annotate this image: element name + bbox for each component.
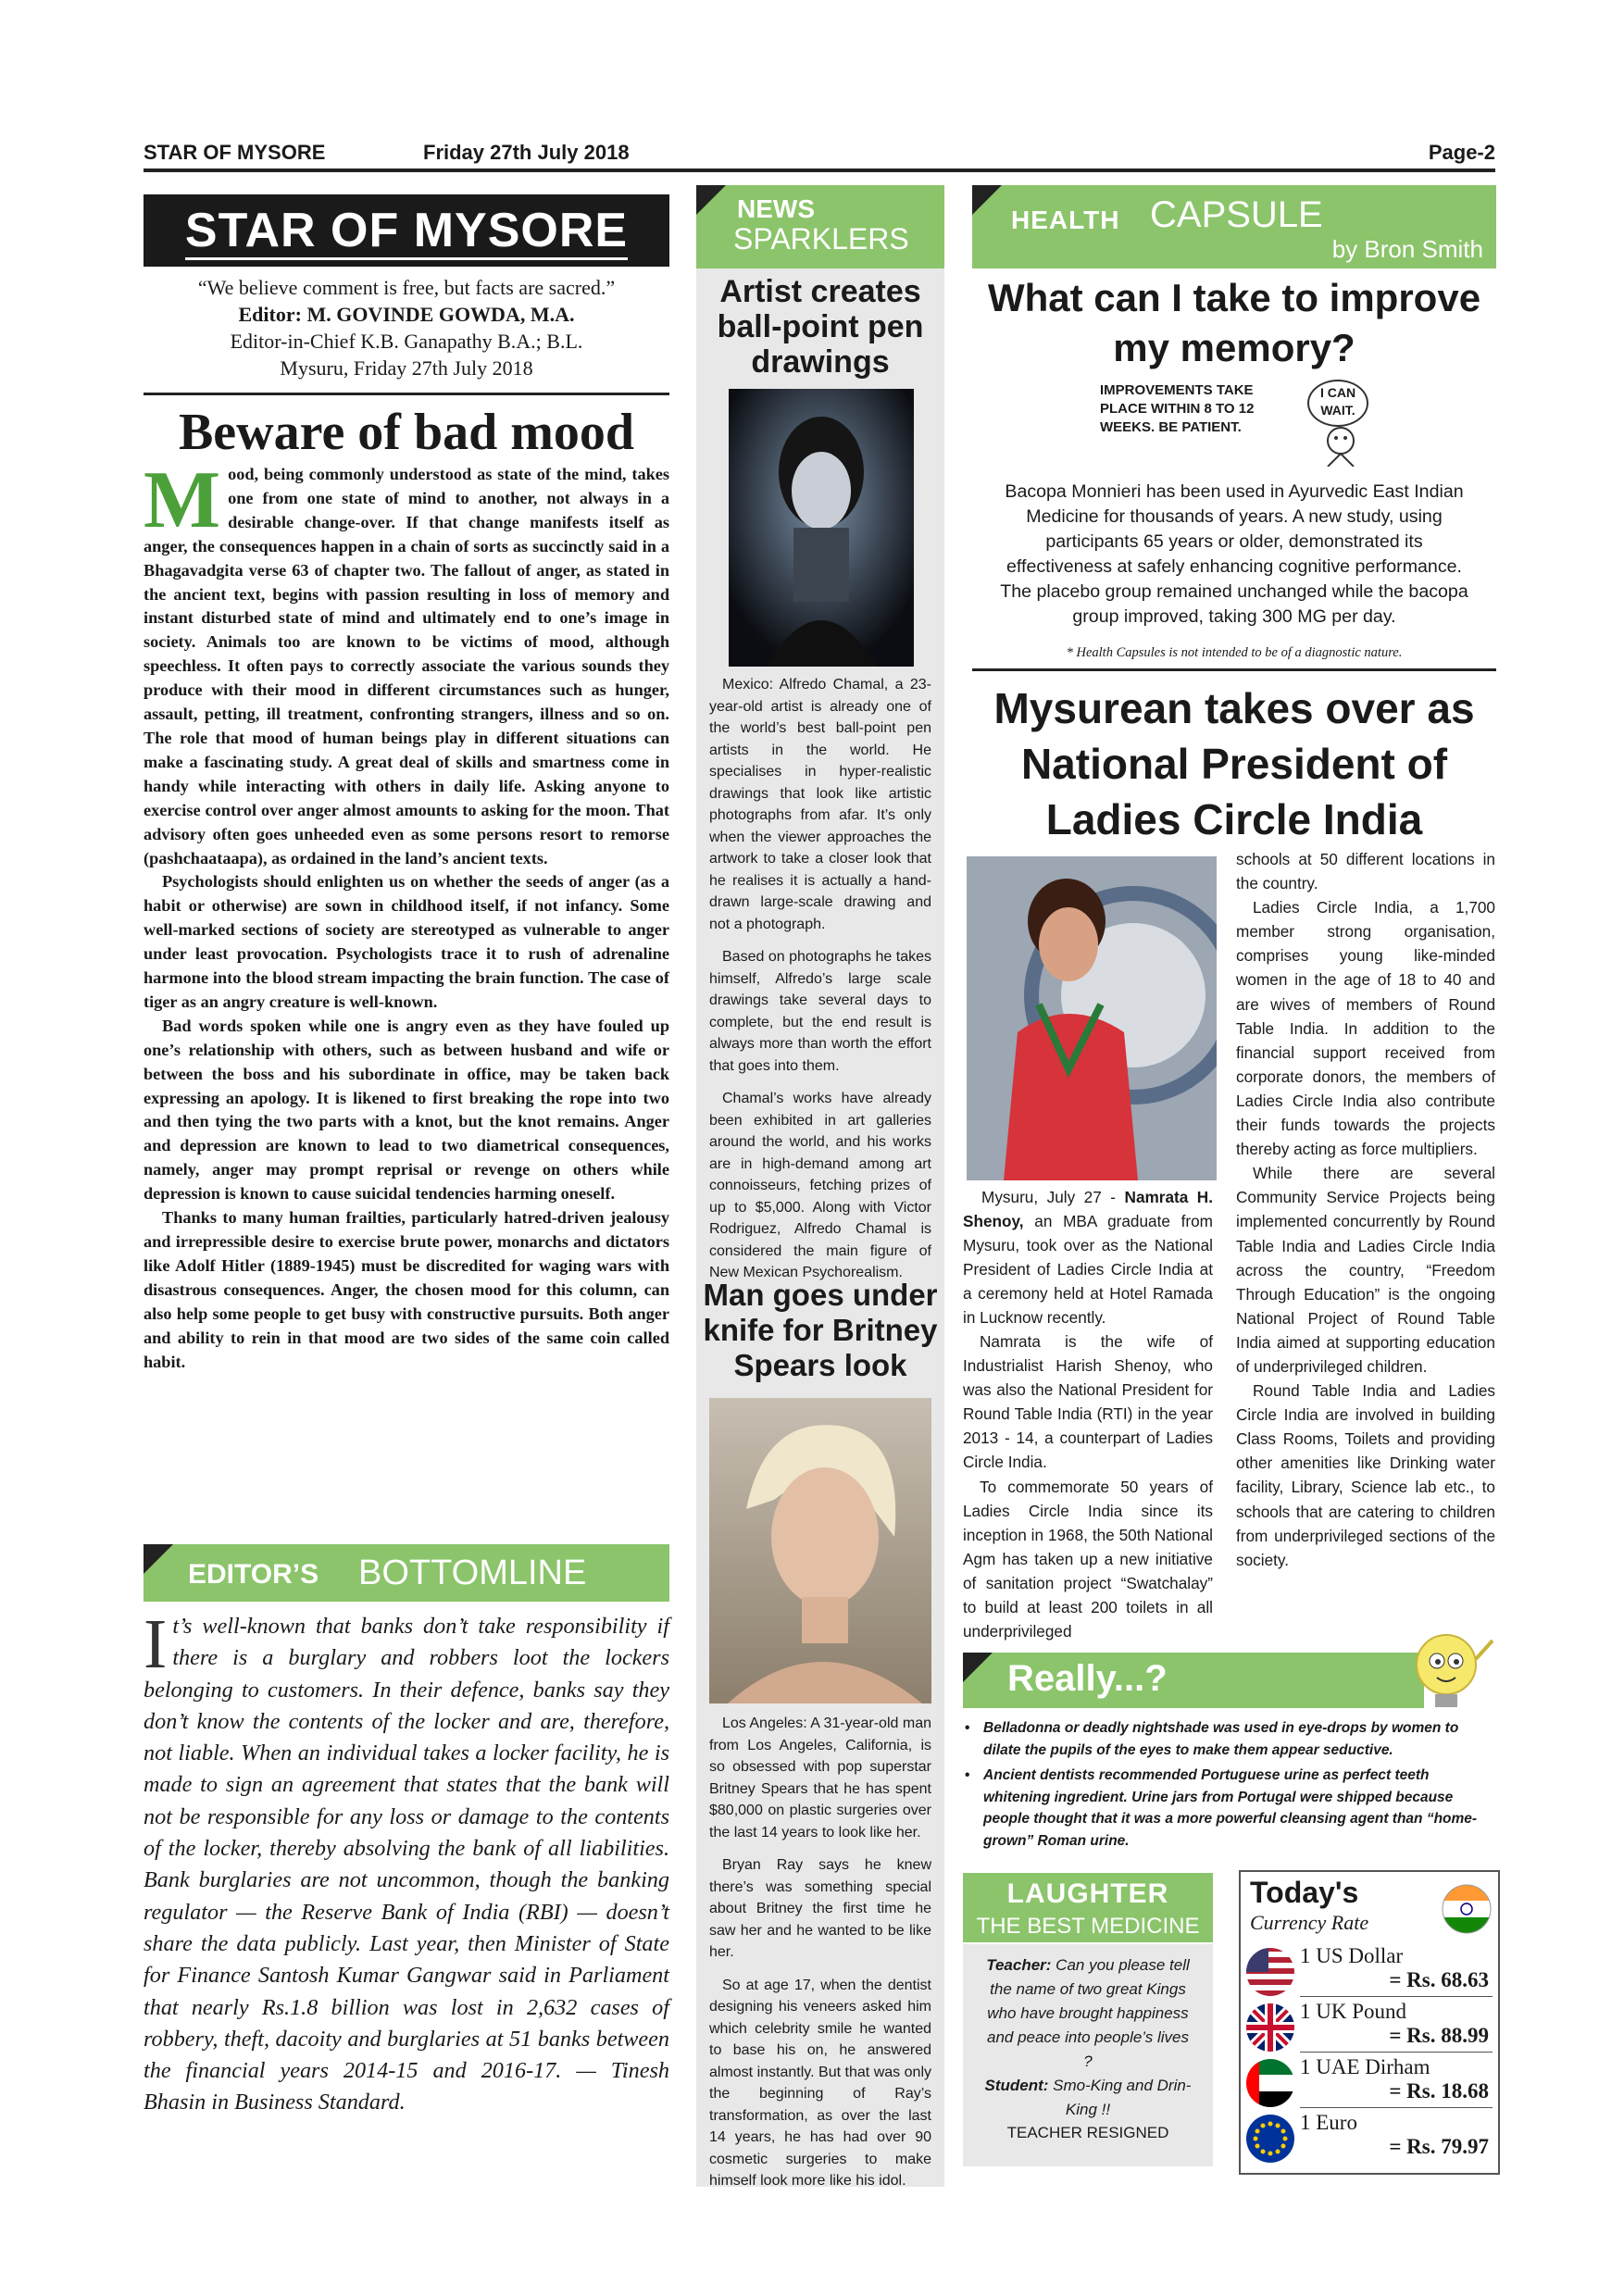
header-paper-name: STAR OF MYSORE: [144, 141, 326, 164]
masthead-chief: Editor-in-Chief K.B. Ganapathy B.A.; B.L.: [230, 330, 583, 353]
list-item: • Belladonna or deadly nightshade was used in eye-drops by women to dilate the pupils of the eyes to make them appear seductive.: [965, 1720, 1459, 1758]
editorial-paragraph: ood, being commonly understood as state of the mind, takes one from one state of mind to another, not always in a desirable change-over. If that change manifests itself as anger, the consequences happen in a chain of sorts as succinctly said in a Bhagavadgita verse 63 of chapter two. The fallout of anger, as stated in the ancient text, begins with passion resulting in loss of memory and instant disturbed state of mind and ultimately end to one’s image in society. Animals too are known to be victims of mood, although speechless. It often pays to correctly associate the various sounds they produce with their mood in different circumstances such as hunger, assault, petting, ill treatment, confronting strangers, illness and so on. The role that mood of human beings play in different situations can make a fascinating study. A great deal of skills and smartness come in handy while interacting with others in daily life. Asking anyone to exercise control over anger almost amounts to asking for the moon. That advisory often goes unheeded even as some persons resort to remorse (pashchaataapa), as ordained in the land’s ancient texts.: [144, 465, 669, 867]
bottomline-banner-a: EDITOR’S: [188, 1559, 319, 1590]
masthead-info: [144, 274, 669, 381]
health-banner-a: HEALTH: [1011, 206, 1120, 234]
bottomline-body: [144, 1605, 669, 2119]
uae-flag-icon: [1244, 2057, 1296, 2109]
currency-name: 1 US Dollar: [1300, 1944, 1404, 1967]
cartoon-text: IMPROVEMENTS TAKE PLACE WITHIN 8 TO 12 WEEKS. BE PATIENT.: [1100, 382, 1255, 435]
masthead-rule: [144, 393, 669, 395]
article-paragraph: To commemorate 50 years of Ladies Circle India since its inception in 1968, the 50th National Agm has taken up a new initiative of sanitation project “Swatchalay” to build at least 200 toilets in all underprivileged: [963, 1477, 1213, 1641]
laughter-box: [963, 1944, 1213, 2166]
us-flag-icon: [1244, 1946, 1296, 1998]
laughter-banner-b: THE BEST MEDICINE: [976, 1914, 1200, 1939]
currency-divider: [1300, 2107, 1493, 2108]
sparklers-headline-2: Man goes under knife for Britney Spears look: [703, 1278, 938, 1382]
health-banner-b: CAPSULE: [1150, 194, 1323, 235]
editorial-paragraph: Thanks to many human frailties, particularly hatred-driven jealousy and irrepressible desire to exercise brute power, monarchs and dictators like Adolf Hitler (1889-1945) must be discredited for waging wars with disastrous consequences. Anger, the chosen mood for this column, can also help some people to get busy with constructive pursuits. Both anger and ability to rein in that mood are two sides of the same coin called habit.: [144, 1208, 669, 1371]
editorial-title: Beware of bad mood: [178, 404, 635, 461]
masthead-editor: Editor: M. GOVINDE GOWDA, M.A.: [238, 303, 575, 326]
sparklers-banner-a: NEWS: [737, 194, 815, 223]
health-rule: [972, 668, 1496, 671]
header-page-number: Page-2: [1428, 141, 1495, 164]
currency-divider: [1300, 1996, 1493, 1997]
really-banner-text: Really...?: [1007, 1658, 1168, 1699]
currency-name: 1 UK Pound: [1300, 2000, 1407, 2023]
really-banner: [963, 1653, 1424, 1708]
joke-student-text: Smo-King and Drin-King !!: [1048, 2077, 1192, 2118]
list-item: • Ancient dentists recommended Portuguese urine as perfect teeth whitening ingredient. Urine jars from Portugal were shipped because people thought that it was a more powerful cleansing agent than “home-grown” Roman urine.: [965, 1767, 1478, 1849]
namrata-shenoy-photo: [967, 856, 1217, 1180]
editorial-drop-cap: M: [144, 455, 221, 545]
article-paragraph: Ladies Circle India, a 1,700 member strong organisation, comprises young like-minded women in the age of 18 to 40 and are wives of members of Round Table India. In addition to the financial support received from corporate donors, the members of Ladies Circle India also contribute their funds towards the projects thereby acting as force multipliers.: [1236, 898, 1495, 1159]
fact-text: Belladonna or deadly nightshade was used in eye-drops by women to dilate the pupils of the eyes to make them appear seductive.: [983, 1720, 1459, 1758]
health-banner: [972, 185, 1496, 268]
sparklers-article-2: [709, 1713, 931, 2203]
article-paragraph: Bryan Ray says he knew there’s was something special about Britney the first time he saw her and he wanted to be like her.: [709, 1857, 931, 1960]
health-title: What can I take to improve my memory?: [987, 276, 1481, 369]
editorial-body: [144, 455, 669, 1374]
caption-name: Namrata H. Shenoy,: [963, 1188, 1213, 1231]
article-paragraph: Mexico: Alfredo Chamal, a 23-year-old artist is already one of the world’s best ball-point pen artists in the world. He specialises in hyper-realistic drawings that look like artistic photographs from afar. It’s only when the viewer approaches the artwork to take a closer look that he realises it is actually a hand-drawn large-scale drawing and not a photograph.: [709, 677, 931, 932]
sparklers-headline-1: Artist creates ball-point pen drawings: [717, 274, 924, 380]
mysurean-caption: [963, 1185, 1213, 1330]
currency-name: 1 UAE Dirham: [1300, 2055, 1430, 2078]
cartoon-figure-icon: [1313, 424, 1368, 467]
mysurean-title: Mysurean takes over as National President of Ladies Circle India: [993, 684, 1475, 843]
health-text: Bacopa Monnieri has been used in Ayurvedic East Indian Medicine for thousands of years. A new study, using participants 65 years or older, demonstrated its effectiveness at safely enhancing cognitive performance. The placebo group remained unchanged while the bacopa group improved, taking 300 MG per day.: [1000, 481, 1468, 627]
article-paragraph: Based on photographs he takes himself, Alfredo’s large scale drawings take several days to complete, but the end result is always more than worth the effort that goes into them.: [709, 949, 931, 1074]
really-facts: [963, 1717, 1496, 1852]
header-date: Friday 27th July 2018: [423, 141, 630, 164]
joke-text: [963, 1944, 1213, 2122]
health-byline: by Bron Smith: [1331, 235, 1483, 263]
article-paragraph: While there are several Community Service Projects being implemented concurrently by Round Table India and Ladies Circle India across the country, “Freedom Through Education” is the ongoing National Project of Round Table India aimed at supporting education of underprivileged children.: [1236, 1164, 1495, 1376]
sparklers-banner: [696, 185, 944, 268]
article-paragraph: Namrata is the wife of Industrialist Harish Shenoy, who was also the National President for Round Table India (RTI) in the year 2013 - 14, a counterpart of Ladies Circle India.: [963, 1332, 1213, 1472]
masthead-motto: “We believe comment is free, but facts are sacred.”: [197, 276, 616, 299]
lightbulb-icon: [1400, 1622, 1502, 1724]
masthead-logo: STAR OF MYSORE: [144, 194, 669, 267]
caption-dateline: Mysuru, July 27 -: [981, 1188, 1125, 1206]
banner-corner: [144, 1544, 173, 1574]
fact-text: Ancient dentists recommended Portuguese urine as perfect teeth whitening ingredient. Urine jars from Portugal were shipped because people thought that it was a more powerful cleansing agent than “home-grown” Roman urine.: [983, 1767, 1478, 1849]
laughter-banner-a: LAUGHTER: [1006, 1878, 1169, 1909]
banner-corner: [972, 185, 1002, 215]
britney-lookalike-photo: [709, 1398, 931, 1703]
editorial-paragraph: Psychologists should enlighten us on whether the seeds of anger (as a habit or otherwise) are sown in childhood itself, if not infancy. Some well-marked sections of society are stereotyped as vulnerable to anger under least provocation. Psychologists trace it to rush of adrenaline harmone into the blood stream impacting the brain function. The case of tiger as an angry creature is well-known.: [144, 872, 669, 1011]
header-rule: [144, 168, 1495, 172]
currency-rate: = Rs. 68.63: [1389, 1968, 1489, 1991]
joke-student-label: Student:: [984, 2077, 1049, 2094]
joke-ending: TEACHER RESIGNED: [1006, 2124, 1169, 2141]
masthead-dateline: Mysuru, Friday 27th July 2018: [280, 356, 533, 380]
article-paragraph: So at age 17, when the dentist designing his veneers asked him which celebrity smile he wanted to base his on, he answered almost instantly. But that was only the beginning of Ray’s transformation, as over the last 14 years, he has had over 90 cosmetic surgeries to make himself look more like his idol.: [709, 1977, 931, 2189]
uk-flag-icon: [1244, 2002, 1296, 2053]
health-note: * Health Capsules is not intended to be of a diagnostic nature.: [1066, 645, 1403, 660]
bottomline-drop-cap: I: [144, 1605, 168, 1683]
banner-corner: [696, 185, 726, 215]
currency-title: Today's: [1250, 1876, 1359, 1909]
india-flag-icon: [1441, 1883, 1493, 1935]
mysurean-left-column: [963, 1329, 1213, 1643]
bottomline-text: t’s well-known that banks don’t take responsibility if there is a burglary and robbers loot the lockers belonging to customers. In their defence, banks say they don’t know the contents of the locker and are, therefore, not liable. When an individual takes a locker facility, he is made to sign an agreement that states that the bank will not be responsible for any loss or damage to the contents of the locker, thereby absolving the bank of all liabilities. Bank burglaries are not uncommon, though the banking regulator — the Reserve Bank of India (RBI) — doesn’t share the data publicly. Last year, then Minister of State for Finance Santosh Kumar Gangwar said in Parliament that nearly Rs.1.8 billion was lost in 2,632 cases of robbery, theft, dacoity and burglaries at 51 banks between the financial years 2014-15 and 2016-17. — Tinesh Bhasin in Business Standard.: [144, 1614, 669, 2115]
sparklers-article-1: [709, 674, 931, 1295]
currency-name: 1 Euro: [1300, 2111, 1357, 2134]
article-paragraph: schools at 50 different locations in the country.: [1236, 850, 1495, 893]
currency-rate: = Rs. 88.99: [1389, 2024, 1489, 2047]
currency-divider: [1300, 2052, 1493, 2053]
cartoon-bubble: I CAN WAIT.: [1307, 380, 1368, 427]
article-paragraph: Los Angeles: A 31-year-old man from Los Angeles, California, is so obsessed with pop superstar Britney Spears that he has spent $80,000 on plastic surgeries over the last 14 years to look like her.: [709, 1716, 931, 1841]
joke-teacher-text: Can you please tell the name of two great Kings who have brought happiness and peace into people’s lives ?: [986, 1956, 1190, 2070]
page-header: [144, 141, 1495, 168]
eu-flag-icon: [1244, 2113, 1296, 2165]
currency-rate: = Rs. 79.97: [1389, 2135, 1489, 2158]
sparklers-banner-b: SPARKLERS: [733, 222, 909, 256]
mysurean-right-column: [1236, 847, 1495, 1572]
article-paragraph: Chamal’s works have already been exhibited in art galleries around the world, and his works are in high-demand among art connoisseurs, fetching prizes of up to $5,000. Along with Victor Rodriguez, Alfredo Chamal is considered the main figure of New Mexican Psychorealism.: [709, 1091, 931, 1280]
article-paragraph: Round Table India and Ladies Circle India are involved in building Class Rooms, Toilets and providing other amenities like Drinking water facility, Library, Science lab etc., to schools that are catering to children from underprivileged sections of the society.: [1236, 1381, 1495, 1569]
currency-subtitle: Currency Rate: [1250, 1911, 1369, 1934]
joke-teacher-label: Teacher:: [986, 1956, 1052, 1974]
laughter-banner: [963, 1873, 1213, 1942]
banner-corner: [963, 1653, 993, 1682]
health-cartoon: [1100, 378, 1378, 467]
bottomline-banner: [144, 1544, 669, 1602]
editorial-paragraph: Bad words spoken while one is angry even as they have fouled up one’s relationship with others, such as between husband and wife or between the boss and his subordinate in office, may be taken back expressing an apology. It is likened to first breaking the rope into two and then tying the two parts with a knot, but the knot remains. Anger and depression are known to lead to two diametrical consequences, namely, anger may prompt reprisal or revenge on others while depression is known to cause suicidal tendencies harming oneself.: [144, 1016, 669, 1204]
currency-box: [1239, 1870, 1500, 2175]
artist-drawing-photo: [729, 389, 914, 667]
bottomline-banner-b: BOTTOMLINE: [358, 1554, 587, 1592]
currency-rate: = Rs. 18.68: [1389, 2079, 1489, 2103]
caption-text: an MBA graduate from Mysuru, took over as the National President of Ladies Circle India at a ceremony held at Hotel Ramada in Lucknow recently.: [963, 1212, 1213, 1328]
